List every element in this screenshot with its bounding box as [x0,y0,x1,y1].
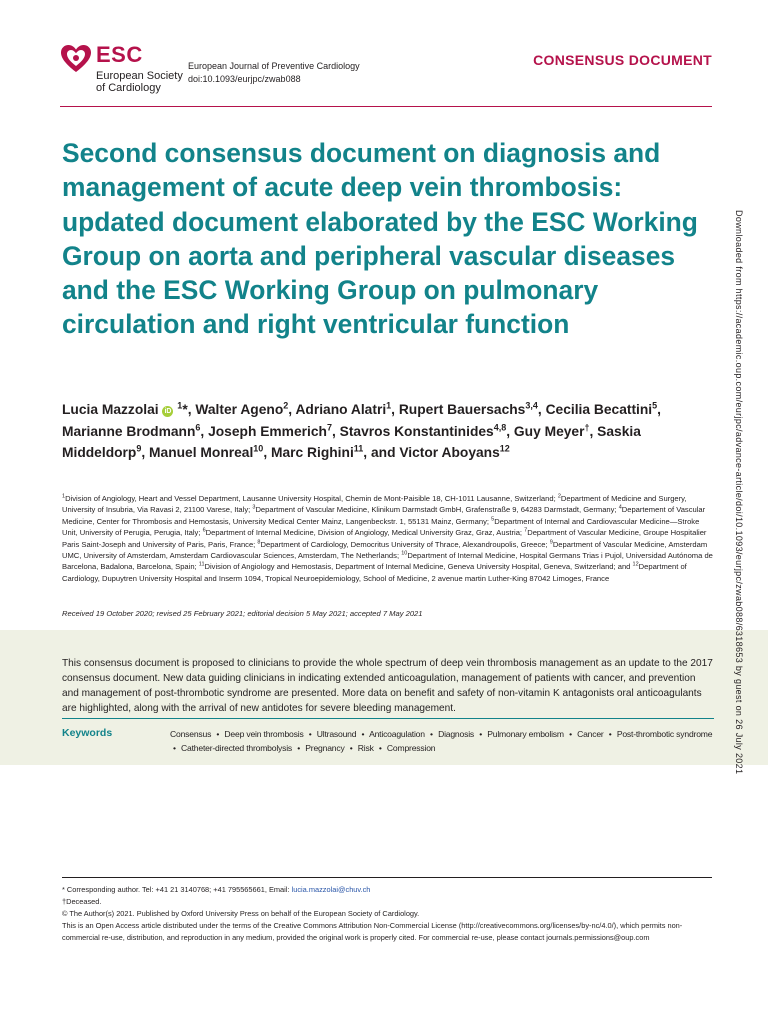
keyword: Diagnosis [438,729,474,739]
keyword-separator: • [479,729,483,739]
affiliation-number: 1 [62,493,66,500]
keyword: Consensus [170,729,212,739]
download-watermark: Downloaded from https://academic.oup.com/eurjpc/advance-article/doi/10.1093/eurjpc/zwab088/6318653 by guest on 26 July 2021 [734,210,744,775]
affiliation-number: 6 [202,527,206,534]
society-abbr: ESC [96,42,143,67]
article-title: Second consensus document on diagnosis and management of acute deep vein thrombosis: updated document elaborated by the ESC Working Group on aorta and peripheral vascular diseases and the ESC Working Group on pulmonary circulation and right ventricular function [62,138,698,340]
affiliation-number: 2 [557,493,561,500]
author-affiliation-ref: 3,4 [525,400,538,411]
keyword-separator: • [173,743,176,753]
keyword: Pregnancy [305,743,345,753]
author-name[interactable]: Cecilia Becattini [545,402,653,417]
email-link[interactable]: lucia.mazzolai@chuv.ch [291,885,371,894]
author-name[interactable]: Lucia Mazzolai [62,402,159,417]
corresponding-author-text: * Corresponding author. Tel: +41 21 3140768; +41 795565661, Email: [62,885,290,894]
keyword-separator: • [349,743,353,753]
affiliation-text: Department of Vascular Medicine, Amsterdam UMC, University of Amsterdam, Amsterdam Cardiovascular Sciences, Amsterdam, The Netherlands; [62,539,708,561]
affiliation-text: Division of Angiology, Heart and Vessel Department, Lausanne University Hospital, Chemin de Mont-Paisible 18, CH-1011 Lausanne, Switzerland; [65,494,556,503]
author-name[interactable]: Rupert Bauersachs [398,402,526,417]
footnote-divider [62,877,712,878]
keyword-separator: • [430,729,433,739]
keyword: Pulmonary embolism [487,729,564,739]
corresponding-author-mark: * [182,402,188,417]
keyword-separator: • [297,743,301,753]
author-name[interactable]: Saskia Middeldorp [62,423,641,461]
keyword-separator: • [569,729,572,739]
abstract-box [0,630,768,765]
author-name[interactable]: Guy Meyer [513,423,585,439]
author-list: Lucia Mazzolai iD $^1$*, Walter Ageno$^2$, Adriano Alatri$^1$, Rupert Bauersachs$^{3,4}$, Cecilia Becattini$^5$, Marianne Brodmann$^6$, Joseph Emmerich$^7$, Stavros Konstantinides$^{4,8}$, Guy Meyer†, Saskia Middeldorp$^9$, Manuel Monreal$^{10}$, Marc Righini$^{11}$, and Victor Aboyans$^{12}$ [62,400,662,461]
keyword: Ultrasound [316,729,357,739]
keyword: Anticoagulation [369,729,425,739]
author-affiliation-ref: 2 [283,400,289,411]
orcid-icon[interactable]: iD [164,408,172,415]
affiliation-text: Departement of Vascular Medicine, Center for Thrombosis and Hemostasis, University Medical Center Mainz, Langenbeckstr. 1, 55131 Mainz, Germany; [62,505,706,526]
author-affiliation-ref: 1 [386,400,392,411]
keywords-list [170,727,715,755]
document-type-label: CONSENSUS DOCUMENT [533,52,712,68]
author-name[interactable]: Stavros Konstantinides [339,423,494,439]
affiliation-number: 7 [524,527,528,534]
keyword: Deep vein thrombosis [224,729,304,739]
keyword: Post-thrombotic syndrome [616,729,713,739]
affiliation-number: 10 [401,550,408,557]
affiliation-number: 5 [491,516,495,523]
affiliation-text: Department of Internal Medicine, Division of Angiology, Medical University Graz, Graz, Austria; [205,528,523,538]
keyword-separator: • [361,729,365,739]
author-affiliation-ref: 11 [353,443,364,454]
affiliation-text: Department of Internal and Cardiovascular Medicine—Stroke Unit, University of Perugia, Perugia, Italy; [62,516,700,538]
author-affiliation-ref: 12 [499,443,510,454]
affiliation-number: 9 [549,539,553,546]
deceased-note: †Deceased. [62,897,102,906]
keyword-separator: • [608,729,612,739]
doi-link[interactable]: doi:10.1093/eurjpc/zwab088 [188,74,301,84]
affiliation-text: Department of Vascular Medicine, Klinikum Darmstadt GmbH, Grafenstraße 9, 64283 Darmstadt, Germany; [255,505,617,515]
abstract-divider [62,718,714,719]
author-affiliation-ref: 10 [253,443,264,454]
esc-logo[interactable] [60,42,184,96]
journal-name: European Journal of Preventive Cardiology [188,61,360,71]
corresponding-author-note [62,884,712,896]
society-name [96,70,196,94]
affiliation-number: 3 [252,504,256,511]
keyword: Catheter-directed thrombolysis [181,743,293,753]
author-name[interactable]: Victor Aboyans [399,445,500,461]
license-note: This is an Open Access article distributed under the terms of the Creative Commons Attribution Non-Commercial License (http://creativecommons.org/licenses/by-nc/4.0/), which permits non-commercial re-use, distribution, and reproduction in any medium, provided the original work is properly cited. For commercial re-use, please contact journals.permissions@oup.com [62,921,683,942]
author-name[interactable]: Manuel Monreal [149,445,254,461]
author-affiliation-ref: 4,8 [493,422,507,432]
author-affiliation-ref: 7 [326,422,332,432]
affiliation-text: Department of Cardiology, Democritus University of Thrace, Alexandroupolis, Greece; [260,539,548,549]
keyword-separator: • [308,729,312,739]
author-name[interactable]: Joseph Emmerich [208,423,327,439]
keyword-separator: • [216,729,220,739]
keyword: Cancer [577,729,604,739]
author-affiliation-ref: 5 [652,400,658,411]
affiliation-number: 12 [632,561,639,568]
keywords-label: Keywords [62,727,113,739]
affiliation-number: 8 [257,539,261,546]
journal-info [188,60,360,86]
keyword-separator: • [378,743,382,753]
society-name-line1: European Society [96,70,183,82]
affiliation-text: Department of Cardiology, Dupuytren University Hospital and Inserm 1094, Tropical Neuroepidemiology, School of Medicine, 2 avenue martin Luther-King 87042 Limoges, France [62,562,687,583]
copyright-note: © The Author(s) 2021. Published by Oxford University Press on behalf of the European Society of Cardiology. [62,909,420,918]
affiliations [62,493,714,584]
keyword: Compression [386,743,436,753]
keyword: Risk [357,743,374,753]
affiliation-number: 4 [618,504,622,511]
author-affiliation-ref: 9 [136,443,142,454]
received-dates: Received 19 October 2020; revised 25 February 2021; editorial decision 5 May 2021; accepted 7 May 2021 [62,609,423,618]
abstract-text: This consensus document is proposed to clinicians to provide the whole spectrum of deep vein thrombosis management as an update to the 2017 consensus document. New data guiding clinicians in indicating extended anticoagulation, management of patients with cancer, and prevention and management of post-thrombotic syndrome are presented. More data on benefit and safety of non-vitamin K antagonists oral anticoagulants are highlighted, along with the arrival of new antidotes for severe bleeding management. [62,658,713,714]
affiliation-text: Division of Angiology and Hemostasis, Department of Internal Medicine, Geneva University Hospital, Geneva, Switzerland; and [204,562,631,572]
affiliation-text: Department of Vascular Medicine, Groupe Hospitalier Paris Saint-Joseph and University of Paris, Paris, France; [62,528,707,549]
society-name-line2: of Cardiology [96,82,161,94]
author-name[interactable]: Walter Ageno [195,402,284,417]
affiliation-text: Department of Internal Medicine, Hospital Germans Trias i Pujol, Universidad Autónoma de Barcelona, Badalona, Barcelona, Spain; [62,551,713,572]
author-name[interactable]: Marc Righini [270,445,354,461]
author-affiliation-ref: † [584,422,590,432]
author-name[interactable]: Adriano Alatri [295,402,387,417]
author-name[interactable]: Marianne Brodmann [62,423,196,439]
author-affiliation-ref: 1 [177,400,183,411]
footnotes [62,884,712,944]
affiliation-number: 11 [198,561,205,568]
affiliation-text: Department of Medicine and Surgery, University of Insubria, Via Ravasi 2, 21100 Varese, Italy; [62,494,687,515]
author-affiliation-ref: 6 [195,422,201,432]
heart-logo-icon [60,44,92,74]
header-divider [60,106,712,107]
